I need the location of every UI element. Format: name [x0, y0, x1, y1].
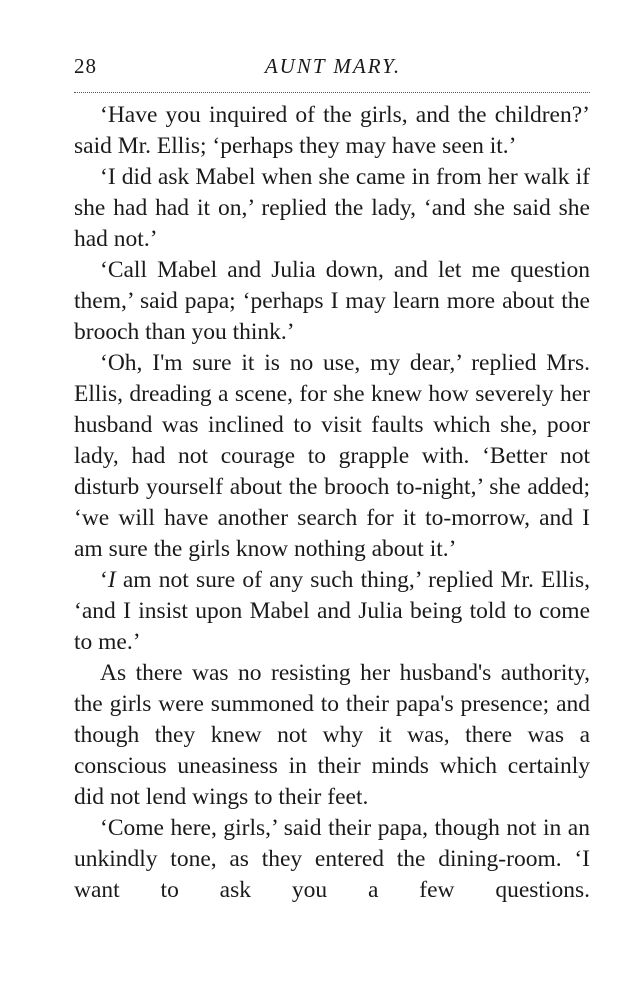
- running-title: AUNT MARY.: [264, 54, 402, 78]
- paragraph: ‘Call Mabel and Julia down, and let me question them,’ said papa; ‘perhaps I may learn more about the brooch than you think.’: [74, 257, 590, 345]
- running-head: [74, 54, 592, 88]
- emphasis: I: [107, 567, 116, 593]
- paragraph-rest: am not sure of any such thing,’ replied Mr. Ellis, ‘and I insist upon Mabel and Julia being told to come to me.’: [74, 567, 590, 655]
- page-number: 28: [74, 54, 97, 78]
- body-text: [74, 100, 590, 906]
- paragraph: ‘Come here, girls,’ said their papa, though not in an unkindly tone, as they entered the dining-room. ‘I want to ask you a few questions.: [74, 815, 590, 903]
- header-rule: [74, 92, 590, 93]
- paragraph: ‘I did ask Mabel when she came in from her walk if she had had it on,’ replied the lady, ‘and she said she had not.’: [74, 164, 590, 252]
- paragraph: ‘Oh, I'm sure it is no use, my dear,’ replied Mrs. Ellis, dreading a scene, for she knew how severely her husband was inclined to visit faults which she, poor lady, had not courage to grapple with. ‘Better not disturb yourself about the brooch to-night,’ she added; ‘we will have another search for it to-morrow, and I am sure the girls know nothing about it.’: [74, 350, 590, 562]
- paragraph: ‘Have you inquired of the girls, and the children?’ said Mr. Ellis; ‘perhaps they may have seen it.’: [74, 102, 590, 159]
- open-quote: ‘: [100, 567, 108, 593]
- paragraph: [74, 565, 590, 658]
- paragraph: As there was no resisting her husband's authority, the girls were summoned to their papa's presence; and though they knew not why it was, there was a conscious uneasiness in their minds which certainly did not lend wings to their feet.: [74, 660, 590, 810]
